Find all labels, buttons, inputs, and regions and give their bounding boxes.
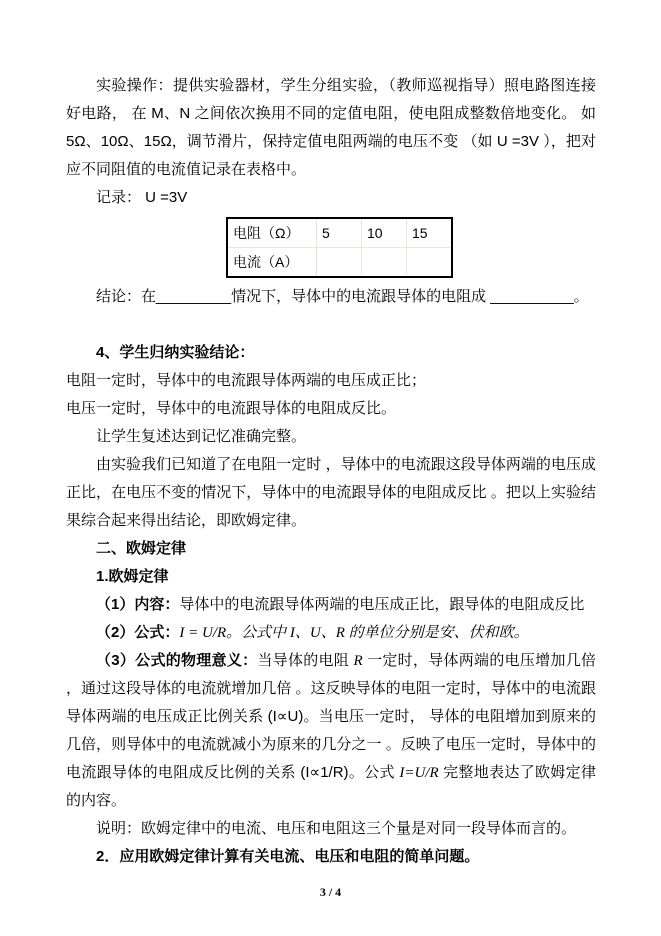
table-cell-text: 电阻（Ω） [233, 225, 300, 241]
heading-text: 2．应用欧姆定律计算有关电流、电压和电阻的简单问题。 [96, 848, 480, 865]
run-text: 完整地表达了欧姆定律的内容。 [66, 764, 596, 809]
heading-text: 4、学生归纳实验结论： [96, 344, 255, 361]
paragraph-text: 电阻一定时，导体中的电流跟导体两端的电压成正比； [66, 372, 427, 389]
heading-ohms-law-sub [66, 563, 596, 591]
paragraph-conclusion-blank [66, 283, 596, 311]
paragraph-conclusion-voltage [66, 367, 596, 395]
blank-line [66, 311, 596, 339]
paragraph-recite [66, 423, 596, 451]
run-formula-italic: I=U/R [399, 765, 439, 781]
table-cell [317, 248, 362, 278]
run-text: 当导体的电阻 [257, 652, 354, 669]
run-variable-italic: R [353, 653, 363, 669]
paragraph-text: 电压一定时，导体中的电流跟导体的电阻成反比。 [66, 400, 397, 417]
paragraph-text: 由实验我们已知道了在电阻一定时 ，导体中的电流跟这段导体两端的电压成正比，在电压不变的情况下，导体中的电流跟导体的电阻成反比 。把以上实验结果综合起来得出结论，即欧姆定律。 [66, 456, 596, 529]
heading-student-conclusions [66, 339, 596, 367]
table-cell [317, 218, 362, 248]
table-cell [407, 248, 453, 278]
paragraph-record-line [66, 184, 596, 212]
paragraph-law-formula [66, 619, 596, 647]
table-row [227, 218, 452, 248]
paragraph-law-content [66, 591, 596, 619]
paragraph-text: 实验操作：提供实验器材，学生分组实验，（教师巡视指导）照电路图连接好电路， 在 M、N 之间依次换用不同的定值电阻，使电阻成整数倍地变化。 如5Ω、10Ω、15Ω，调节滑片，保持定值电阻两端的电压不变 （如 U =3V ），把对应不同阻值的电流值记录在表格中。 [66, 77, 596, 178]
table-cell-text: 5 [322, 225, 330, 241]
heading-ohms-law-section [66, 535, 596, 563]
paragraph-text: 结论：在_________情况下，导体中的电流跟导体的电阻成 __________。 [96, 288, 589, 305]
run-text: 导体中的电流跟导体两端的电压成正比，跟导体的电阻成反比 [179, 596, 585, 613]
table-cell [407, 218, 453, 248]
table-cell [362, 248, 407, 278]
page-number [0, 885, 661, 900]
resistance-current-table [226, 217, 453, 278]
run-text: 一定时，导体两端的电压增加几倍 ，通过这段导体的电流就增加几倍 。这反映导体的电阻一定时，导体中的电流跟导体两端的电压成正比例关系 (I∝U)。当电压一定时， 导体的电阻增加到原来的几倍，则导体中的电流就减小为原来的几分之一 。反映了电压一定时，导体中的电流跟导体的电阻成反比例的关系 (I∝1/R)。公式 [66, 652, 596, 781]
table-cell-text: 电流（A） [233, 254, 299, 270]
run-formula-italic: I = U/R。公式中 I、U、R 的单位分别是安、伏和欧。 [179, 625, 529, 641]
paragraph-note [66, 815, 596, 843]
page-number-text: 3 / 4 [319, 885, 342, 899]
table-cell-text: 15 [412, 225, 428, 241]
run-lead-bold: （1）内容： [96, 596, 180, 613]
heading-text: 1.欧姆定律 [96, 568, 169, 585]
table-row [227, 248, 452, 278]
paragraph-experiment-operation [66, 72, 596, 184]
paragraph-physical-meaning [66, 647, 596, 815]
run-lead-bold: （2）公式： [96, 624, 180, 641]
table-cell [362, 218, 407, 248]
table-cell [227, 218, 317, 248]
table-cell [227, 248, 317, 278]
paragraph-experiment-summary [66, 451, 596, 535]
paragraph-conclusion-resistance [66, 395, 596, 423]
heading-apply-ohms-law [66, 843, 596, 871]
paragraph-text: 记录： U =3V [96, 189, 188, 206]
paragraph-text: 让学生复述达到记忆准确完整。 [96, 428, 307, 445]
table-cell-text: 10 [367, 225, 383, 241]
heading-text: 二、欧姆定律 [96, 540, 187, 557]
run-lead-bold: （3）公式的物理意义： [96, 652, 258, 669]
document-content [66, 72, 596, 871]
paragraph-text: 说明：欧姆定律中的电流、电压和电阻这三个量是对同一段导体而言的。 [96, 820, 577, 837]
